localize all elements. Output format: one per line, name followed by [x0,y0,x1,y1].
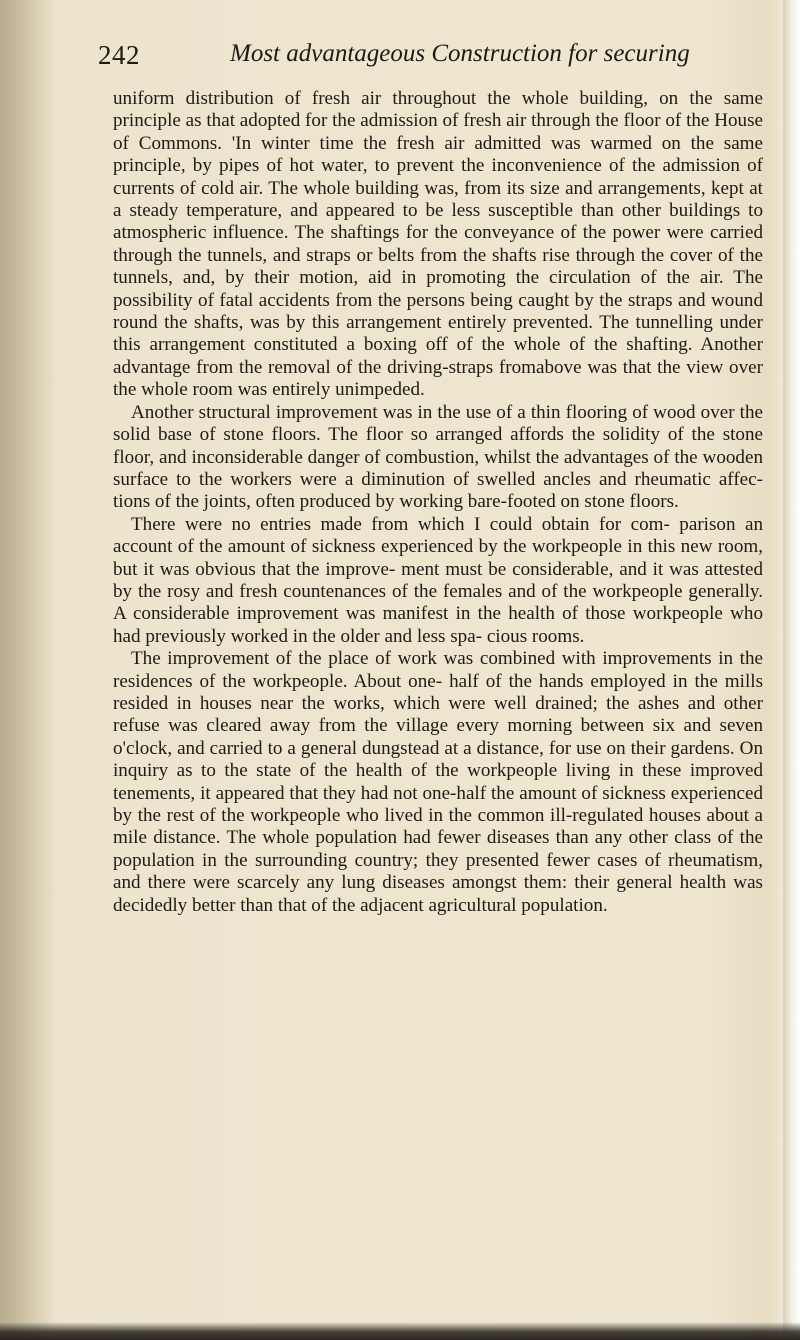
page-edge [783,0,800,1340]
page-bottom-edge [0,1322,800,1340]
paragraph: The improvement of the place of work was combined with improvements in the residences of the workpeople. About one- half of the hands employed in the mills resided in houses near the works, which were well drained; the ashes and other refuse was cleared away from the village every morning between six and seven o'clock, and carried to a general dungstead at a distance, for use on their gardens. On inquiry as to the state of the health of the workpeople living in these improved tenements, it appeared that they had not one-half the amount of sickness experienced by the rest of the workpeople who lived in the common ill-regulated houses about a mile distance. The whole population had fewer diseases than any other class of the population in the surrounding country; they presented fewer cases of rheumatism, and there were scarcely any lung diseases amongst them: their general health was decidedly better than that of the adjacent agricultural population. [113,648,763,916]
running-title: Most advantageous Construction for securing [230,40,690,67]
paragraph: Another structural improvement was in the use of a thin flooring of wood over the solid base of stone floors. The floor so arranged affords the solidity of the stone floor, and inconsiderable danger of combustion, whilst the advantages of the wooden surface to the workers were a diminution of swelled ancles and rheumatic affec- tions of the joints, often produced by working bare-footed on stone floors. [113,401,763,513]
binding-shadow [0,0,55,1340]
page-number: 242 [98,40,140,70]
page-header [98,40,758,80]
body-text [113,88,763,917]
paragraph: There were no entries made from which I could obtain for com- parison an account of the amount of sickness experienced by the workpeople in this new room, but it was obvious that the improve- ment must be considerable, and it was attested by the rosy and fresh countenances of the females and of the workpeople generally. A considerable improvement was manifest in the health of those workpeople who had previously worked in the older and less spa- cious rooms. [113,513,763,647]
paragraph: uniform distribution of fresh air throughout the whole building, on the same principle as that adopted for the admission of fresh air through the floor of the House of Commons. 'In winter time the fresh air admitted was warmed on the same principle, by pipes of hot water, to prevent the inconvenience of the admission of currents of cold air. The whole building was, from its size and arrangements, kept at a steady temperature, and appeared to be less susceptible than other buildings to atmospheric influence. The shaftings for the conveyance of the power were carried through the tunnels, and straps or belts from the shafts rise through the cover of the tunnels, and, by their motion, aid in promoting the circulation of the air. The possibility of fatal accidents from the persons being caught by the straps and wound round the shafts, was by this arrangement entirely prevented. The tunnelling under this arrangement constituted a boxing off of the whole of the shafting. Another advantage from the removal of the driving-straps fromabove was that the view over the whole room was entirely unimpeded. [113,88,763,401]
